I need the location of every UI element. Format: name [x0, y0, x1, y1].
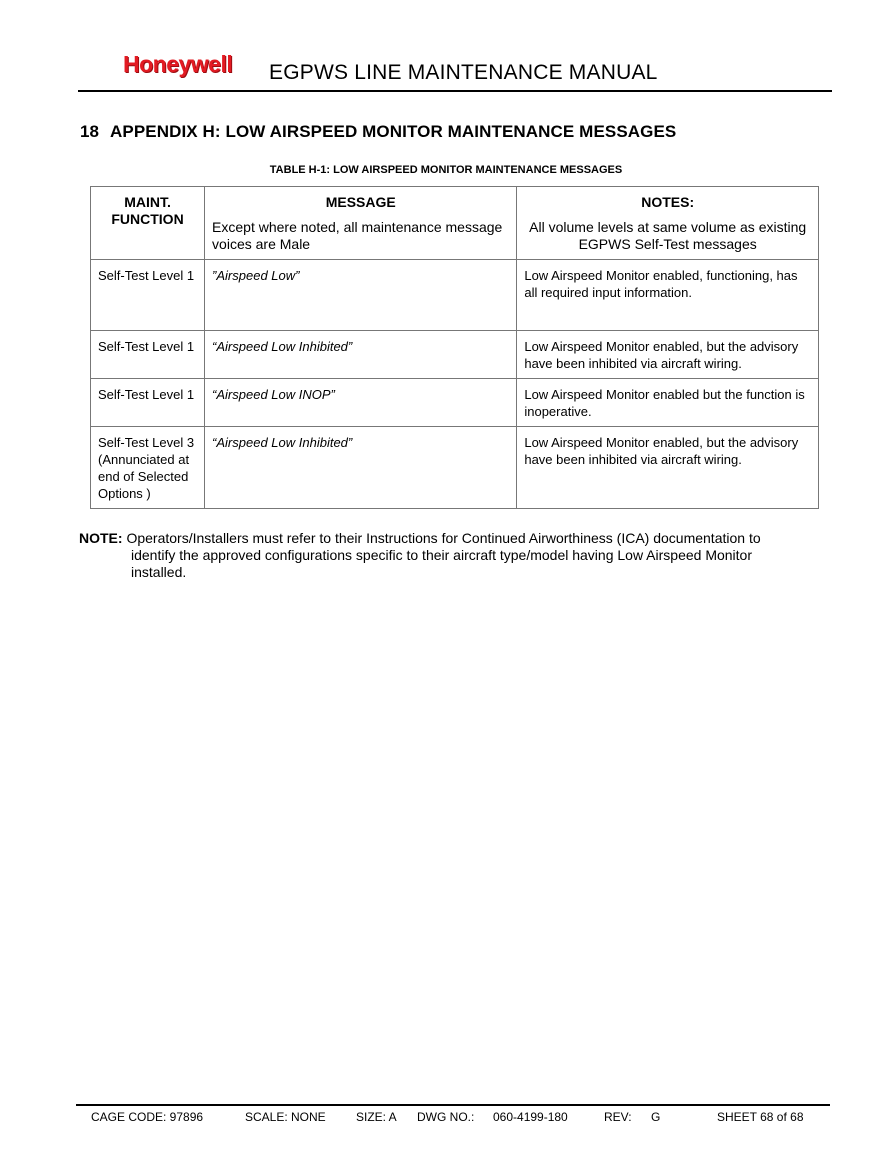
footer-scale: SCALE: NONE: [245, 1110, 326, 1124]
note-block: [79, 530, 809, 581]
header-maint-function: [91, 187, 205, 260]
note-first-text: Operators/Installers must refer to their Instructions for Continued Airworthiness (ICA) documentation to: [126, 530, 761, 546]
cell-function: Self-Test Level 1: [91, 331, 205, 379]
header-message-sub: Except where noted, all maintenance message voices are Male: [212, 219, 503, 252]
header-notes-sub: All volume levels at same volume as existing EGPWS Self-Test messages: [529, 219, 807, 252]
header-message-label: MESSAGE: [325, 194, 396, 210]
table-row: [91, 379, 819, 427]
table-caption: TABLE H-1: LOW AIRSPEED MONITOR MAINTENANCE MESSAGES: [269, 164, 623, 176]
section-title: APPENDIX H: LOW AIRSPEED MONITOR MAINTENANCE MESSAGES: [110, 122, 677, 141]
header-notes-label: NOTES:: [641, 194, 695, 210]
cell-message: “Airspeed Low Inhibited”: [205, 331, 517, 379]
section-number: 18: [80, 122, 100, 141]
header-function-line1: MAINT.: [124, 194, 171, 210]
footer-cage-code: CAGE CODE: 97896: [91, 1110, 204, 1124]
footer-rev-label: REV:: [604, 1110, 632, 1124]
page-header: [78, 50, 832, 92]
page-footer: [76, 1104, 830, 1128]
cell-notes: Low Airspeed Monitor enabled, but the advisory have been inhibited via aircraft wiring.: [517, 331, 819, 379]
footer-dwg-label: DWG NO.:: [417, 1110, 475, 1124]
table-row: [91, 427, 819, 509]
cell-message: “Airspeed Low Inhibited”: [205, 427, 517, 509]
maintenance-messages-table: [90, 186, 819, 509]
note-rest-text: identify the approved configurations specific to their aircraft type/model having Low Airspeed Monitor installed.: [131, 547, 753, 580]
note-label: NOTE:: [79, 530, 123, 546]
cell-notes: Low Airspeed Monitor enabled but the function is inoperative.: [517, 379, 819, 427]
cell-function: Self-Test Level 1: [91, 379, 205, 427]
cell-function: Self-Test Level 1: [91, 260, 205, 331]
footer-dwg-number: 060-4199-180: [493, 1110, 568, 1124]
footer-rev: G: [651, 1110, 661, 1124]
header-function-line2: FUNCTION: [111, 211, 184, 227]
table-row: [91, 260, 819, 331]
section-heading: [80, 122, 676, 142]
honeywell-logo: Honeywell: [123, 51, 233, 77]
footer-size: SIZE: A: [356, 1110, 397, 1124]
header-message: [205, 187, 517, 260]
cell-message: “Airspeed Low INOP”: [205, 379, 517, 427]
cell-function: Self-Test Level 3 (Annunciated at end of Selected Options ): [91, 427, 205, 509]
header-notes: [517, 187, 819, 260]
manual-title: EGPWS LINE MAINTENANCE MANUAL: [269, 61, 658, 84]
table-row: [91, 331, 819, 379]
note-first-line: [79, 530, 809, 547]
footer-sheet: SHEET 68 of 68: [717, 1110, 804, 1124]
cell-message: ”Airspeed Low”: [205, 260, 517, 331]
cell-notes: Low Airspeed Monitor enabled, functioning, has all required input information.: [517, 260, 819, 331]
cell-notes: Low Airspeed Monitor enabled, but the advisory have been inhibited via aircraft wiring.: [517, 427, 819, 509]
table-header-row: [91, 187, 819, 260]
